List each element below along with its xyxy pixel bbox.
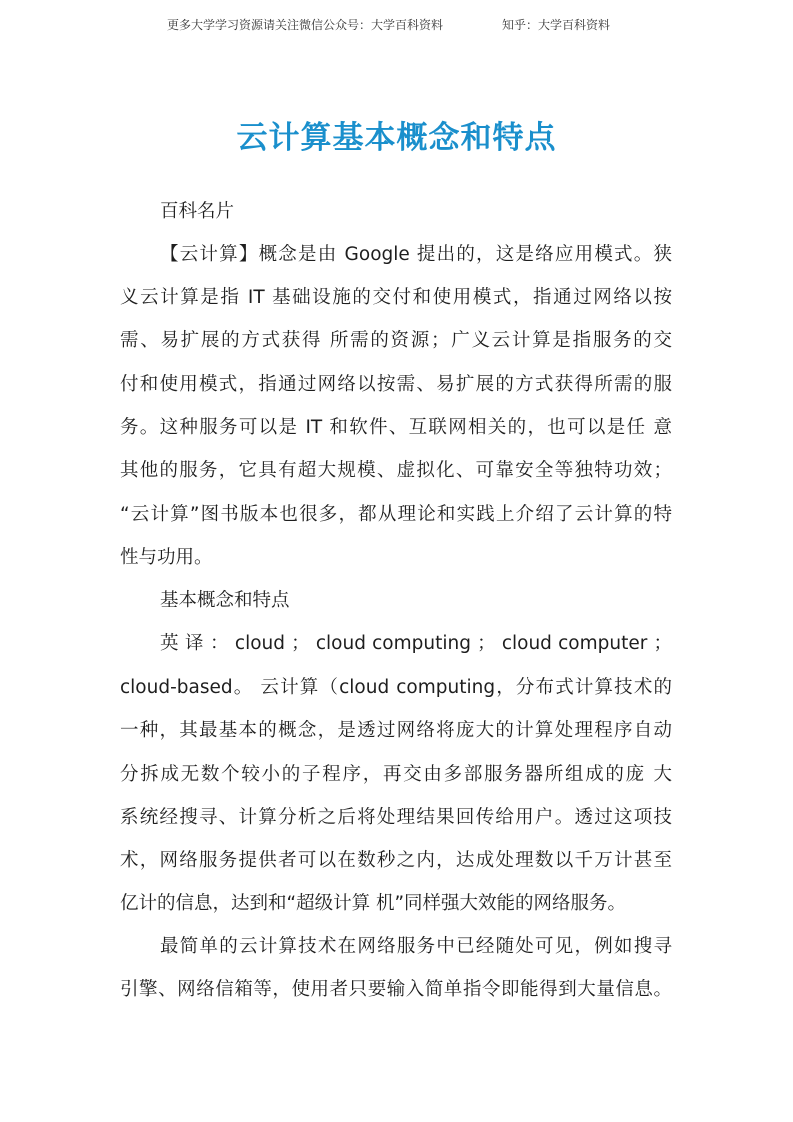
paragraph-line: 其他的服务，它具有超大规模、虚拟化、可靠安全等独特功效； <box>120 460 672 481</box>
document-title: 云计算基本概念和特点 <box>236 120 557 156</box>
paragraph-line: 引擎、网络信箱等，使用者只要输入简单指令即能得到大量信息。 <box>120 979 672 1000</box>
paragraph-line: 一种，其最基本的概念，是透过网络将庞大的计算处理程序自动 <box>120 720 672 741</box>
paragraph-line: “云计算”图书版本也很多，都从理论和实践上介绍了云计算的特 <box>120 504 672 525</box>
paragraph-line: 务。这种服务可以是 IT 和软件、互联网相关的，也可以是任 意 <box>120 417 672 438</box>
section-heading-baike: 百科名片 <box>160 201 235 222</box>
paragraph-line: 亿计的信息，达到和“超级计算 机”同样强大效能的网络服务。 <box>120 893 627 914</box>
paragraph-line: 义云计算是指 IT 基础设施的交付和使用模式，指通过网络以按 <box>120 287 672 308</box>
paragraph-line: 最简单的云计算技术在网络服务中已经随处可见，例如搜寻 <box>160 936 672 957</box>
paragraph-line: 系统经搜寻、计算分析之后将处理结果回传给用户。透过这项技 <box>120 807 672 828</box>
paragraph-line: 付和使用模式，指通过网络以按需、易扩展的方式获得所需的服 <box>120 374 672 395</box>
paragraph-line: 术，网络服务提供者可以在数秒之内，达成处理数以千万计甚至 <box>120 850 672 871</box>
paragraph-line: 【云计算】概念是由 Google 提出的，这是络应用模式。狭 <box>160 244 672 265</box>
header-wechat-notice: 更多大学学习资源请关注微信公众号：大学百科资料 <box>167 18 444 32</box>
paragraph-line: cloud-based。 云计算（cloud computing，分布式计算技术的 <box>120 677 672 698</box>
section-heading-concepts: 基本概念和特点 <box>160 590 290 611</box>
paragraph-line: 需、易扩展的方式获得 所需的资源；广义云计算是指服务的交 <box>120 330 672 351</box>
paragraph-line: 分拆成无数个较小的子程序，再交由多部服务器所组成的庞 大 <box>120 764 672 785</box>
paragraph-line: 性与功用。 <box>120 547 213 568</box>
paragraph-line: 英 译 ： cloud ； cloud computing ； cloud computer ； <box>160 633 672 654</box>
header-zhihu-notice: 知乎：大学百科资料 <box>502 18 611 32</box>
